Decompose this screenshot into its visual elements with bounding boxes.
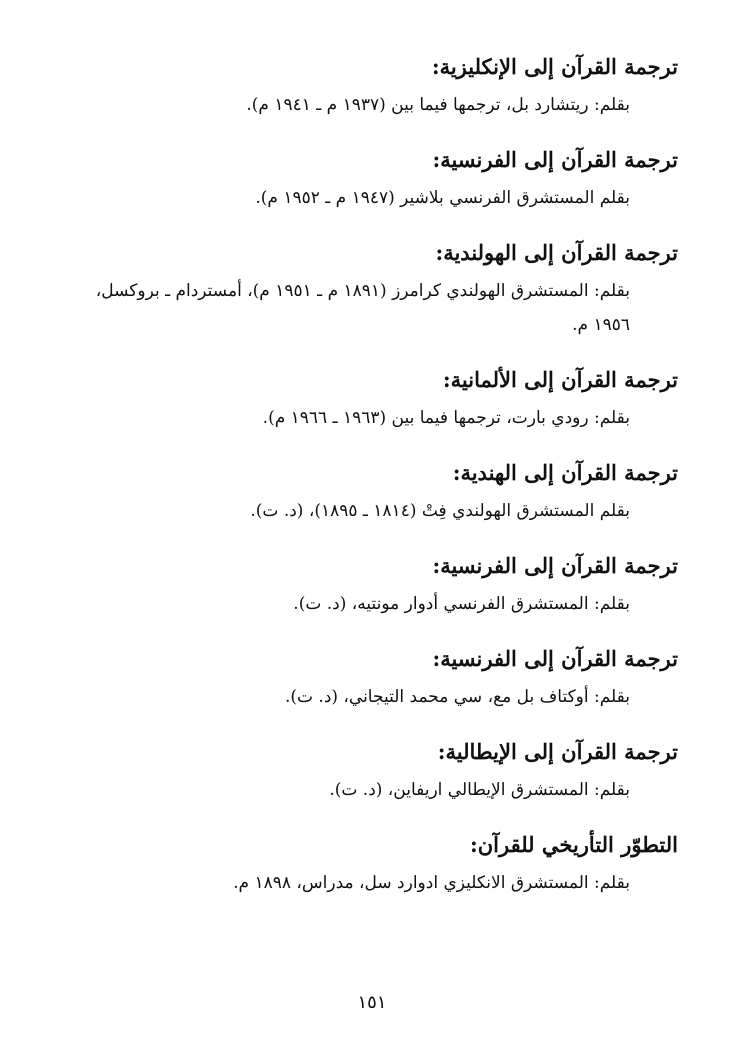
entry (78, 828, 678, 900)
entry-author: بقلم: المستشرق الإيطالي اريفاين، (د. ت). (329, 780, 630, 800)
entry-heading: ترجمة القرآن إلى الألمانية: (442, 367, 678, 392)
entry-author: بقلم المستشرق الهولندي فِتْ (١٨١٤ ـ ١٨٩٥)، (د. ت). (250, 501, 630, 521)
entry-heading: ترجمة القرآن إلى الهندية: (452, 460, 678, 485)
entry-heading: التطوّر التأريخي للقرآن: (470, 832, 678, 857)
entry (78, 236, 678, 342)
entry-author: بقلم: المستشرق الهولندي كرامرز (١٨٩١ م ـ ١٩٥١ م)، أمستردام ـ بروكسل، ١٩٥٦ م. (95, 281, 630, 335)
entry-heading: ترجمة القرآن إلى الإيطالية: (437, 739, 678, 764)
entry (78, 363, 678, 435)
entry-heading: ترجمة القرآن إلى الهولندية: (435, 240, 678, 265)
entry-author: بقلم: ريتشارد بل، ترجمها فيما بين (١٩٣٧ م ـ ١٩٤١ م). (246, 95, 630, 115)
entry-author: بقلم: المستشرق الفرنسي أدوار مونتيه، (د. ت). (293, 594, 630, 614)
entry (78, 143, 678, 215)
entry (78, 549, 678, 621)
entry-heading: ترجمة القرآن إلى الفرنسية: (432, 553, 678, 578)
entry-heading: ترجمة القرآن إلى الفرنسية: (432, 646, 678, 671)
entry-author: بقلم: أوكتاف بل مع، سي محمد التيجاني، (د. ت). (284, 687, 630, 707)
entry (78, 735, 678, 807)
entry-author: بقلم: رودي بارت، ترجمها فيما بين (١٩٦٣ ـ ١٩٦٦ م). (262, 408, 630, 428)
page-number: ١٥١ (357, 992, 387, 1013)
entry (78, 642, 678, 714)
translation-list (78, 50, 678, 921)
entry-heading: ترجمة القرآن إلى الإنكليزية: (431, 54, 678, 79)
entry-author: بقلم المستشرق الفرنسي بلاشير (١٩٤٧ م ـ ١٩٥٢ م). (255, 188, 630, 208)
entry (78, 456, 678, 528)
entry-author: بقلم: المستشرق الانكليزي ادوارد سل، مدراس، ١٨٩٨ م. (233, 873, 630, 893)
entry (78, 50, 678, 122)
entry-heading: ترجمة القرآن إلى الفرنسية: (432, 147, 678, 172)
